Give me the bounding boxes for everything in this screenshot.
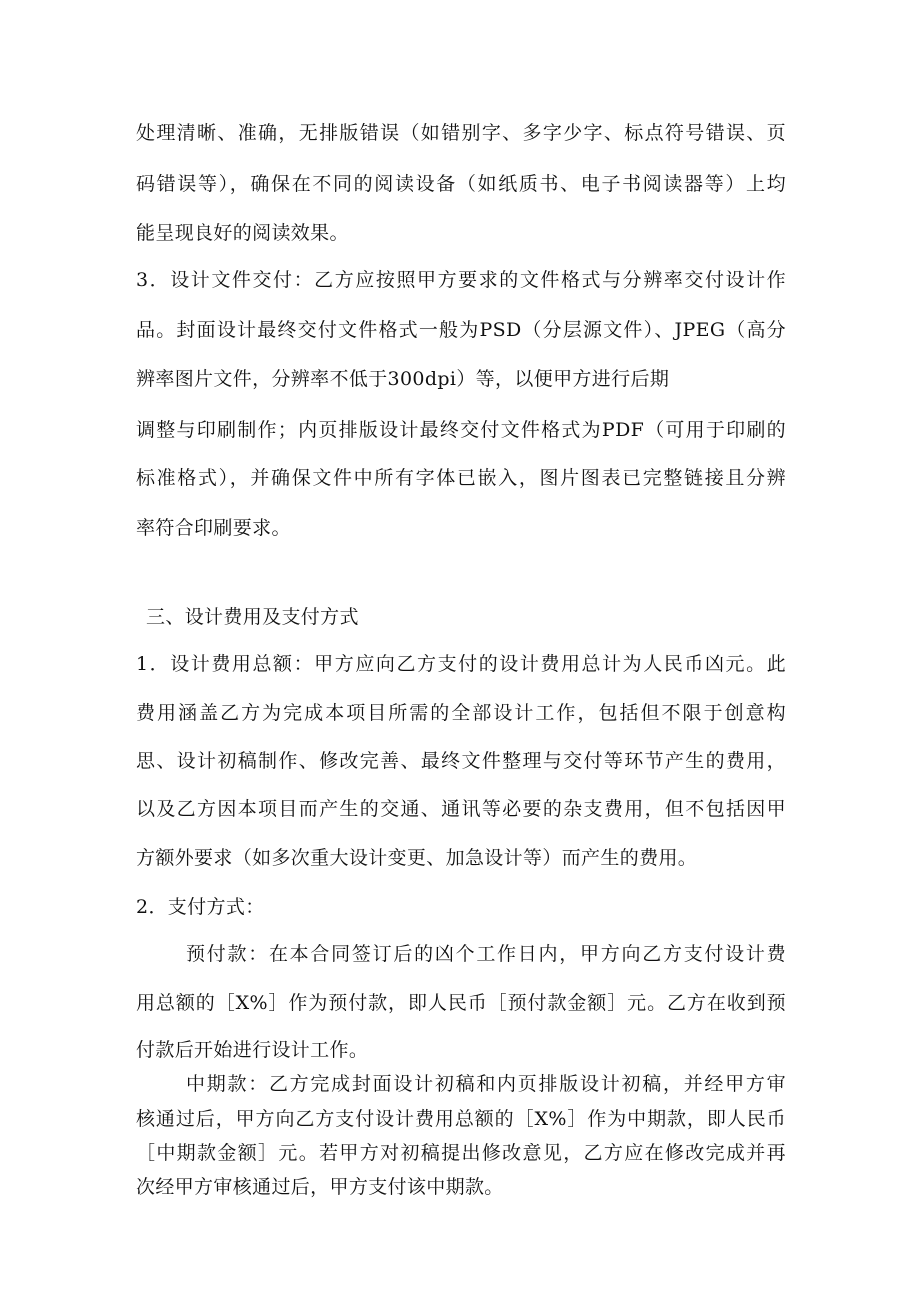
text-line: 方额外要求（如多次重大设计变更、加急设计等）而产生的费用。 [136,847,698,869]
text-line: 率符合印刷要求。 [136,517,291,539]
text-line: 以及乙方因本项目而产生的交通、通讯等必要的杂支费用，但不包括因甲 [136,798,786,820]
text-line: 辨率图片文件，分辨率不低于300dpi）等，以便甲方进行后期 [136,368,670,390]
text-line: 次经甲方审核通过后，甲方支付该中期款。 [136,1176,504,1198]
text-line: 预付款：在本合同签订后的凶个工作日内，甲方向乙方支付设计费 [186,943,786,965]
text-line: 调整与印刷制作；内页排版设计最终交付文件格式为PDF（可用于印刷的 [136,419,786,441]
text-line: 核通过后，甲方向乙方支付设计费用总额的［X%］作为中期款，即人民币 [136,1108,786,1130]
text-line: 处理清晰、准确，无排版错误（如错别字、多字少字、标点符号错误、页 [136,122,786,144]
text-line: 用总额的［X%］作为预付款，即人民币［预付款金额］元。乙方在收到预 [136,992,786,1014]
text-line: 思、设计初稿制作、修改完善、最终文件整理与交付等环节产生的费用， [136,750,786,772]
text-line: 1．设计费用总额：甲方应向乙方支付的设计费用总计为人民币凶元。此 [136,653,786,675]
text-line: 付款后开始进行设计工作。 [136,1039,369,1061]
text-line: 码错误等），确保在不同的阅读设备（如纸质书、电子书阅读器等）上均 [136,173,786,195]
section-heading: 三、设计费用及支付方式 [146,606,359,628]
text-line: 品。封面设计最终交付文件格式一般为PSD（分层源文件）、JPEG（高分 [136,319,786,341]
text-line: 2．支付方式： [136,896,265,918]
text-line: 中期款：乙方完成封面设计初稿和内页排版设计初稿，并经甲方审 [186,1073,786,1095]
text-line: 3．设计文件交付：乙方应按照甲方要求的文件格式与分辨率交付设计作 [136,269,786,291]
text-line: 能呈现良好的阅读效果。 [136,222,349,244]
text-line: 标准格式），并确保文件中所有字体已嵌入，图片图表已完整链接且分辨 [136,467,786,489]
text-line: ［中期款金额］元。若甲方对初稿提出修改意见，乙方应在修改完成并再 [136,1142,786,1164]
text-line: 费用涵盖乙方为完成本项目所需的全部设计工作，包括但不限于创意构 [136,702,786,724]
